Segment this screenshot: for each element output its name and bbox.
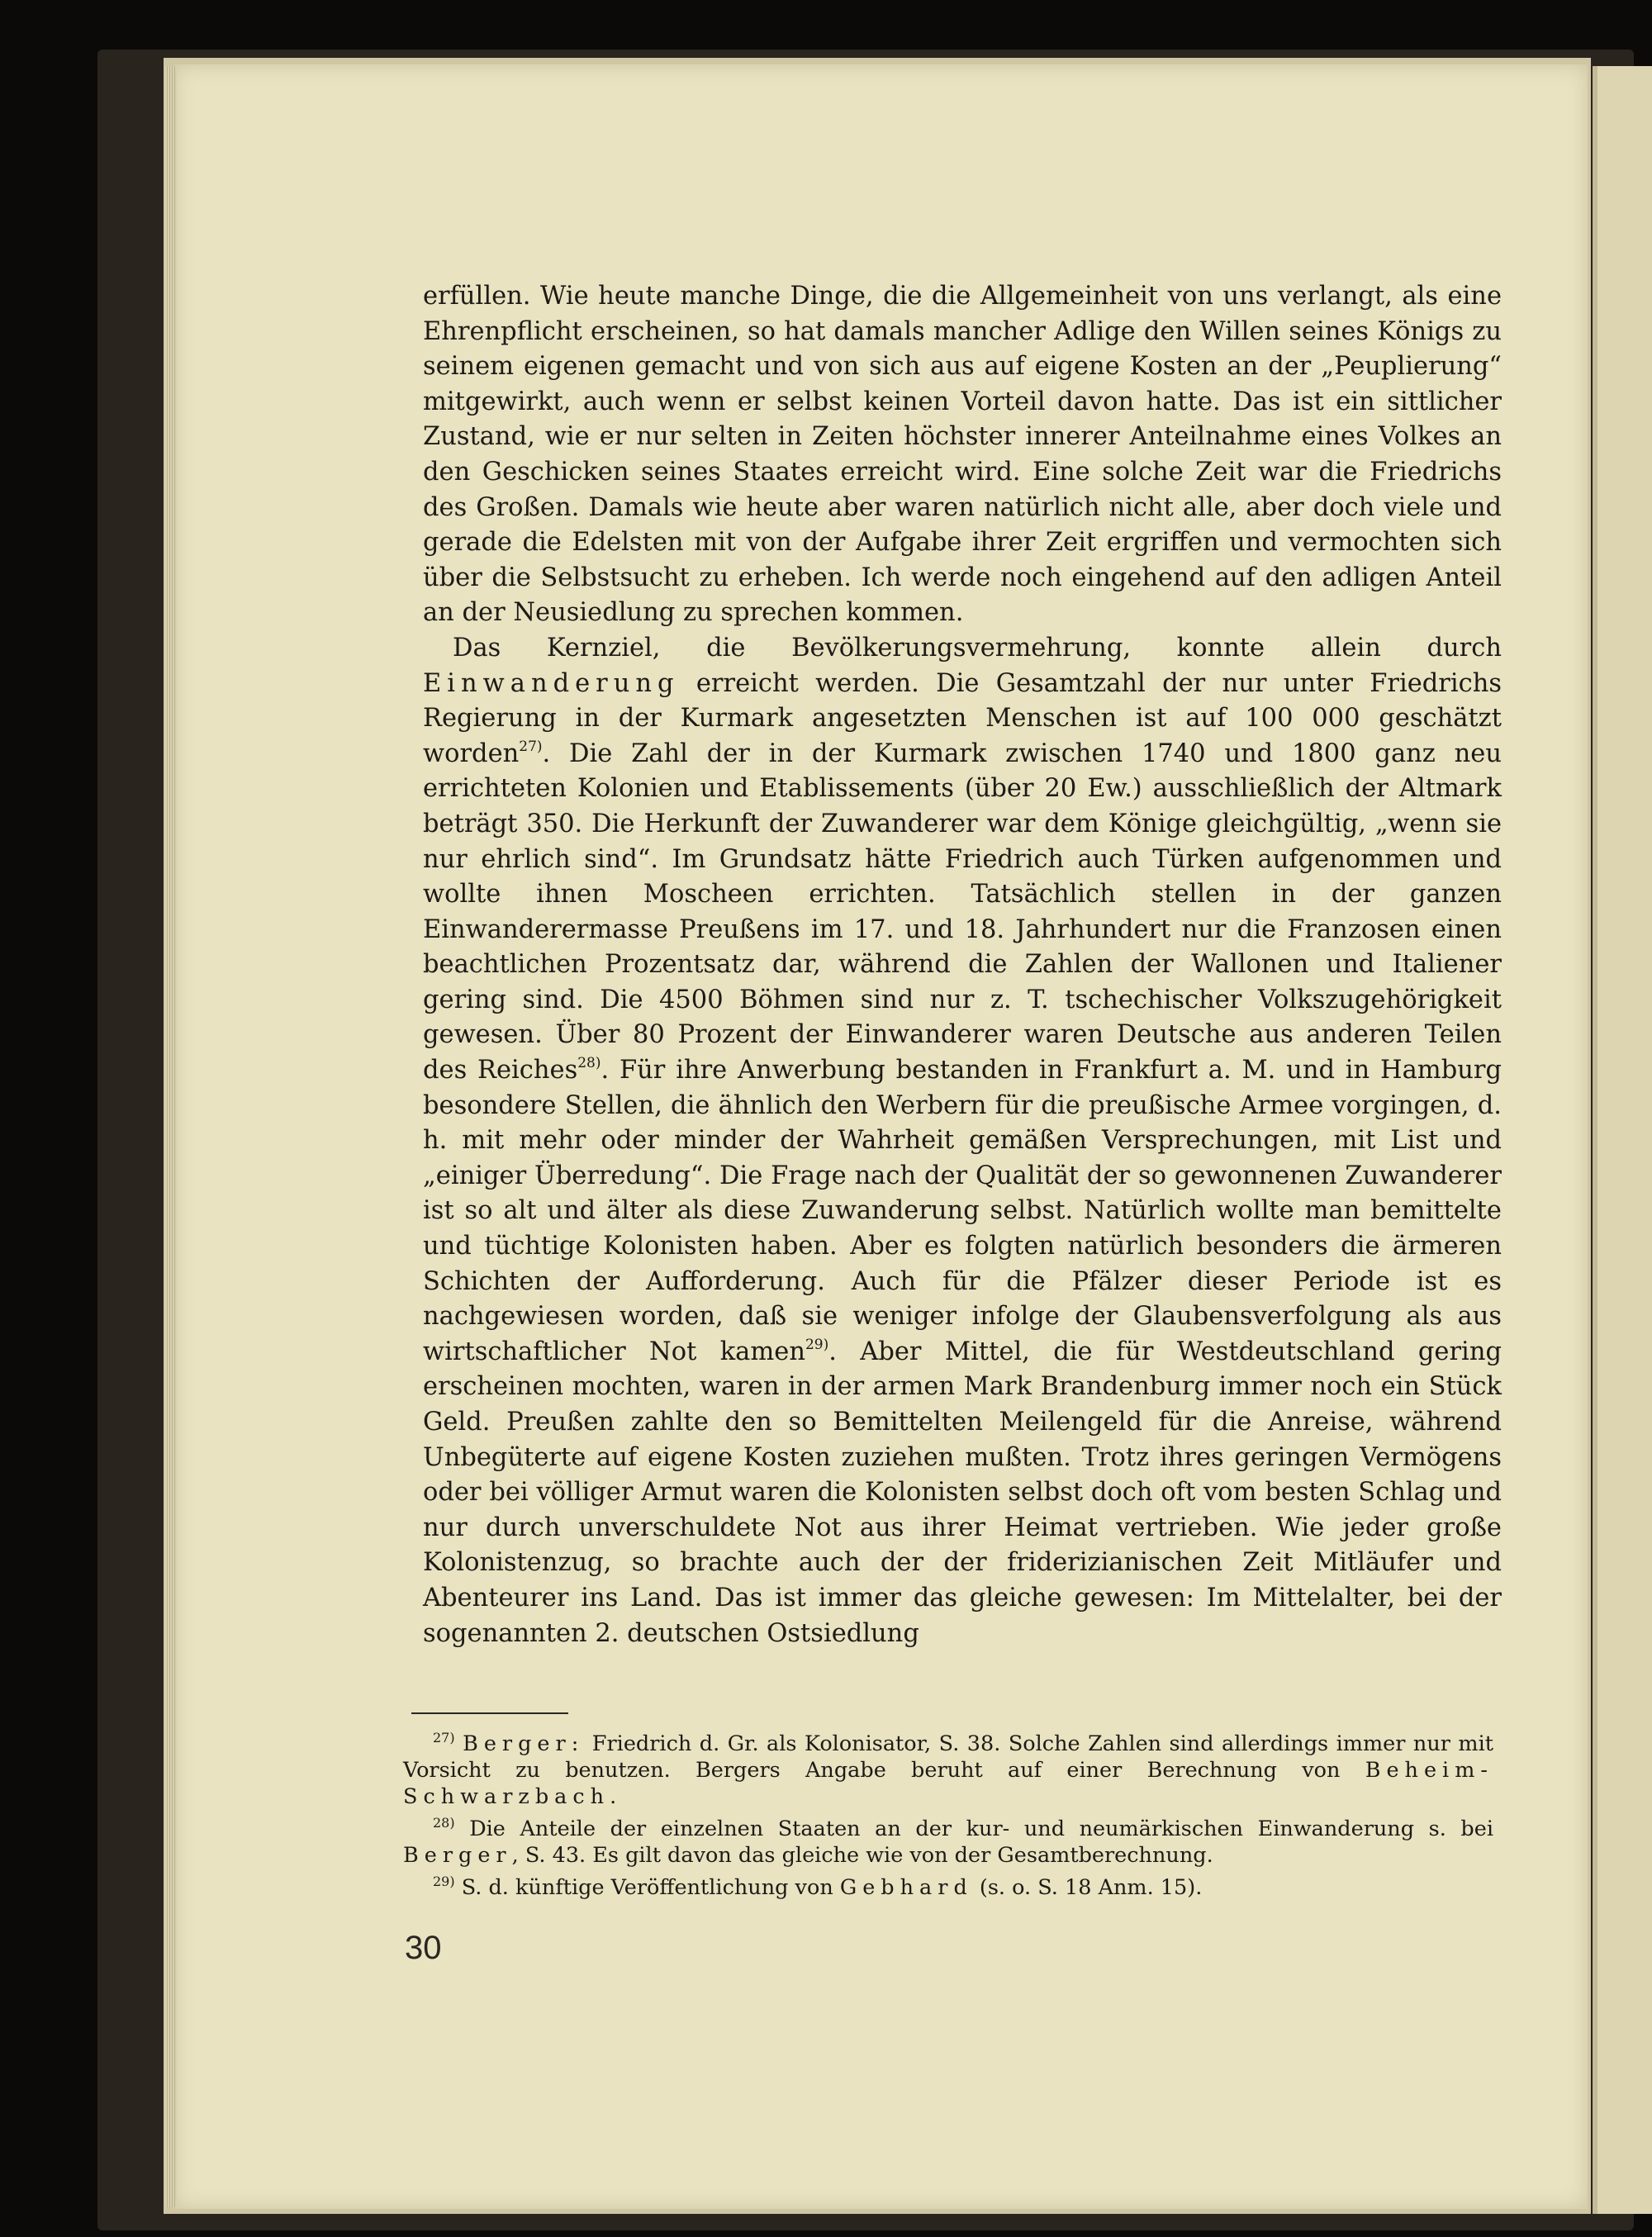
footnote-28 xyxy=(403,1810,1493,1869)
author-name: Gebhard xyxy=(839,1875,973,1900)
paragraph-1: erfüllen. Wie heute manche Dinge, die die Allgemeinheit von uns verlangt, als eine Ehrenpflicht erscheinen, so hat damals mancher Adlige den Willen seines Königs zu seinem eigenen gemacht und von sich aus auf eigene Kosten an der „Peuplierung“ mitgewirkt, auch wenn er selbst keinen Vorteil davon hatte. Das ist ein sittlicher Zustand, wie er nur selten in Zeiten höchster innerer Anteilnahme eines Volkes an den Geschicken seines Staates erreicht wird. Eine solche Zeit war die Friedrichs des Großen. Damals wie heute aber waren natürlich nicht alle, aber doch viele und gerade die Edelsten mit von der Aufgabe ihrer Zeit ergriffen und vermochten sich über die Selbstsucht zu erheben. Ich werde noch eingehend auf den adligen Anteil an der Neusiedlung zu sprechen kommen. xyxy=(423,282,1502,628)
footnote-text: Die Anteile der einzelnen Staaten an der kur- und neumärkischen Einwanderung s. bei xyxy=(454,1817,1493,1841)
paragraph-2 xyxy=(423,631,1502,1651)
footnote-text: . xyxy=(610,1784,617,1809)
footnote-text xyxy=(455,1731,463,1756)
paragraph-2-part-c: . Für ihre Anwerbung bestanden in Frankfurt a. M. und in Hamburg besondere Stellen, die ähnlich den Werbern für die preußische Armee vorgingen, d. h. mit mehr oder minder der Wahrheit gemäßen Versprechungen, mit List und „einiger Überredung“. Die Frage nach der Qualität der so gewonnenen Zuwanderer ist so alt und älter als diese Zuwanderung selbst. Natürlich wollte man bemittelte und tüchtige Kolonisten haben. Aber es folgten natürlich besonders die ärmeren Schichten der Aufforderung. Auch für die Pfälzer dieser Periode ist es nachgewiesen worden, daß sie weniger infolge der Glaubensverfolgung als aus wirtschaftlicher Not kamen xyxy=(423,1056,1502,1366)
footnote-text: Friedrich d. Gr. als Kolonisator, S. 38. Solche Zahlen sind allerdings immer nur mit Vorsicht zu benutzen. Bergers Angabe beruht auf einer Berechnung von xyxy=(403,1731,1493,1783)
footnote-27 xyxy=(403,1725,1493,1810)
footnote-ref-29[interactable]: 29) xyxy=(805,1336,829,1353)
footnote-text: (s. o. S. 18 Anm. 15). xyxy=(972,1875,1203,1900)
page-stack-edge xyxy=(165,66,177,2207)
main-text xyxy=(423,279,1502,1651)
facing-page-edge xyxy=(1593,66,1652,2214)
paragraph-2-part-b: . Die Zahl der in der Kurmark zwischen 1740 und 1800 ganz neu errichteten Kolonien und Etablissements (über 20 Ew.) ausschließlich der Altmark beträgt 350. Die Herkunft der Zuwanderer war dem Könige gleichgültig, „wenn sie nur ehrlich sind“. Im Grundsatz hätte Friedrich auch Türken aufgenommen und wollte ihnen Moscheen errichten. Tatsächlich stellen in der ganzen Einwanderermasse Preußens im 17. und 18. Jahrhundert nur die Franzosen einen beachtlichen Prozentsatz dar, während die Zahlen der Wallonen und Italiener gering sind. Die 4500 Böhmen sind nur z. T. tschechischer Volkszugehörigkeit gewesen. Über 80 Prozent der Einwanderer waren Deutsche aus anderen Teilen des Reiches xyxy=(423,739,1502,1085)
footnote-text: , S. 43. Es gilt davon das gleiche wie von der Gesamtberechnung. xyxy=(511,1843,1213,1868)
page-number: 30 xyxy=(405,1930,442,1966)
footnote-text: S. d. künftige Veröffentlichung von xyxy=(454,1875,840,1900)
paragraph-2-part-d: . Aber Mittel, die für Westdeutschland gering erscheinen mochten, waren in der armen Mark Brandenburg immer noch ein Stück Geld. Preußen zahlte den so Bemittelten Meilengeld für die Anreise, während Unbegüterte auf eigene Kosten zuziehen mußten. Trotz ihres geringen Vermögens oder bei völliger Armut waren die Kolonisten selbst doch oft vom besten Schlag und nur durch unverschuldete Not aus ihrer Heimat vertrieben. Wie jeder große Kolonistenzug, so brachte auch der der friderizianischen Zeit Mitläufer und Abenteurer ins Land. Das ist immer das gleiche gewesen: Im Mittelalter, bei der sogenannten 2. deutschen Ostsiedlung xyxy=(423,1337,1502,1648)
footnote-mark: 29) xyxy=(433,1874,455,1889)
footnote-mark: 27) xyxy=(433,1730,455,1745)
footnote-mark: 28) xyxy=(433,1815,455,1831)
author-name: Berger xyxy=(403,1843,512,1868)
author-name: Beheim-Schwarzbach xyxy=(403,1758,1493,1809)
footnote-divider xyxy=(411,1712,568,1714)
author-name: Berger: xyxy=(463,1731,585,1756)
footnote-29 xyxy=(403,1869,1493,1901)
paragraph-2-start: Das Kernziel, die Bevölkerungsvermehrung, konnte allein durch xyxy=(453,633,1502,663)
footnote-ref-27[interactable]: 27) xyxy=(519,738,543,755)
footnotes xyxy=(403,1725,1493,1901)
emphasis-einwanderung: Einwanderung xyxy=(423,668,680,698)
paragraph-2-part-a: erreicht werden. Die Gesamtzahl der nur unter Friedrichs Regierung in der Kurmark angesetzten Menschen ist auf 100 000 geschätzt worden xyxy=(423,668,1502,768)
footnote-ref-28[interactable]: 28) xyxy=(577,1054,601,1071)
